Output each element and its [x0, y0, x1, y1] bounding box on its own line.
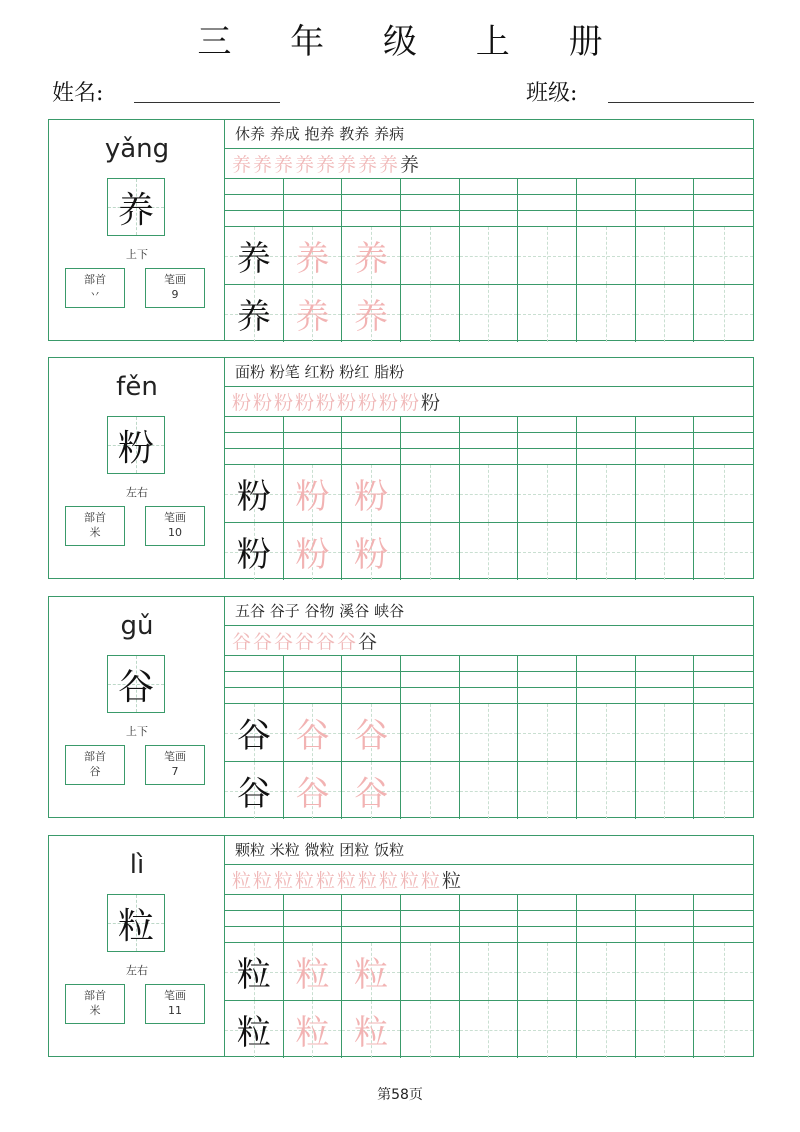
practice-cell[interactable] [694, 285, 753, 342]
char-info-panel [49, 836, 225, 1056]
practice-cell[interactable] [460, 465, 519, 522]
pinyin-cell[interactable] [284, 416, 343, 464]
char-grid-box [107, 178, 165, 236]
pinyin-cell[interactable] [636, 416, 695, 464]
stroke-step: 谷 [294, 630, 314, 653]
main-character: 粉 [117, 427, 154, 469]
pinyin-cell[interactable] [284, 178, 343, 226]
stroke-step: 粉 [378, 391, 398, 414]
char-info-panel [49, 358, 225, 578]
word-list: 五谷 谷子 谷物 溪谷 峡谷 [235, 602, 405, 620]
practice-cell[interactable] [577, 465, 636, 522]
practice-cell[interactable] [577, 1001, 636, 1058]
stroke-step: 粉 [336, 391, 356, 414]
radical-box [65, 268, 125, 308]
model-character: 粒 [236, 955, 271, 995]
practice-cell[interactable] [342, 1001, 401, 1058]
practice-cell[interactable] [694, 227, 753, 284]
practice-cell[interactable] [225, 704, 284, 761]
char-info-panel [49, 597, 225, 817]
practice-cell[interactable] [577, 762, 636, 819]
practice-cell[interactable] [401, 523, 460, 580]
class-field[interactable] [608, 102, 754, 103]
practice-cell[interactable] [694, 943, 753, 1000]
name-label: 姓名: [52, 81, 104, 106]
practice-cell[interactable] [225, 523, 284, 580]
stroke-step: 养 [273, 153, 293, 176]
practice-cell[interactable] [577, 943, 636, 1000]
pinyin-writing-row [225, 416, 753, 464]
pinyin-cell[interactable] [225, 416, 284, 464]
radical-label: 部首 [84, 750, 106, 763]
pinyin-cell[interactable] [518, 655, 577, 703]
practice-cell[interactable] [460, 1001, 519, 1058]
trace-character: 养 [295, 297, 330, 337]
stroke-step: 养 [357, 153, 377, 176]
stroke-step: 粒 [336, 869, 356, 892]
char-card [48, 119, 754, 341]
trace-character: 养 [295, 239, 330, 279]
practice-cell[interactable] [636, 465, 695, 522]
stroke-step: 养 [294, 153, 314, 176]
practice-cell[interactable] [636, 285, 695, 342]
stroke-step: 谷 [231, 630, 251, 653]
pinyin-cell[interactable] [225, 178, 284, 226]
practice-cell[interactable] [284, 704, 343, 761]
stroke-step: 谷 [315, 630, 335, 653]
stroke-step: 谷 [357, 630, 377, 653]
pinyin-cell[interactable] [577, 655, 636, 703]
practice-cell[interactable] [518, 704, 577, 761]
strokes-label: 笔画 [164, 273, 186, 286]
stroke-step: 谷 [273, 630, 293, 653]
stroke-step: 粒 [441, 869, 461, 892]
strokes-value: 10 [168, 526, 182, 539]
stroke-step: 粒 [294, 869, 314, 892]
char-info-panel [49, 120, 225, 340]
practice-cell[interactable] [225, 285, 284, 342]
trace-character: 粉 [295, 535, 330, 575]
trace-character: 养 [354, 297, 389, 337]
practice-cell[interactable] [284, 1001, 343, 1058]
stroke-step: 养 [399, 153, 419, 176]
pinyin-cell[interactable] [577, 894, 636, 942]
pinyin-cell[interactable] [284, 894, 343, 942]
practice-cell[interactable] [460, 762, 519, 819]
strokes-box [145, 984, 205, 1024]
practice-cell[interactable] [577, 285, 636, 342]
practice-cell[interactable] [225, 465, 284, 522]
char-grid-box [107, 894, 165, 952]
radical-label: 部首 [84, 989, 106, 1002]
practice-row [225, 761, 753, 819]
model-character: 粉 [236, 477, 271, 517]
practice-cell[interactable] [401, 285, 460, 342]
pinyin: gǔ [120, 611, 154, 641]
practice-cell[interactable] [694, 1001, 753, 1058]
practice-cell[interactable] [460, 704, 519, 761]
radical-value: 米 [89, 526, 101, 539]
char-grid-box [107, 655, 165, 713]
practice-cell[interactable] [284, 285, 343, 342]
practice-cell[interactable] [401, 1001, 460, 1058]
page-title: 三 年 级 上 册 [197, 22, 627, 62]
practice-row [225, 942, 753, 1000]
model-character: 粉 [236, 535, 271, 575]
pinyin-writing-row [225, 894, 753, 942]
practice-cell[interactable] [284, 943, 343, 1000]
structure-label: 上下 [126, 725, 148, 738]
strokes-label: 笔画 [164, 511, 186, 524]
stroke-step: 粒 [420, 869, 440, 892]
practice-cell[interactable] [518, 943, 577, 1000]
radical-value: 米 [89, 1004, 101, 1017]
strokes-value: 7 [171, 765, 179, 778]
trace-character: 粒 [295, 955, 330, 995]
pinyin-cell[interactable] [401, 894, 460, 942]
practice-cell[interactable] [401, 704, 460, 761]
stroke-step: 粉 [252, 391, 272, 414]
practice-cell[interactable] [694, 465, 753, 522]
stroke-step: 养 [252, 153, 272, 176]
trace-character: 粉 [354, 535, 389, 575]
practice-cell[interactable] [225, 943, 284, 1000]
pinyin-cell[interactable] [518, 416, 577, 464]
practice-cell[interactable] [577, 704, 636, 761]
pinyin-cell[interactable] [636, 178, 695, 226]
trace-character: 粉 [354, 477, 389, 517]
practice-panel [225, 120, 753, 340]
practice-cell[interactable] [401, 762, 460, 819]
strokes-box [145, 506, 205, 546]
radical-label: 部首 [84, 273, 106, 286]
practice-row [225, 1000, 753, 1058]
radical-label: 部首 [84, 511, 106, 524]
strokes-label: 笔画 [164, 750, 186, 763]
radical-box [65, 506, 125, 546]
pinyin: yǎng [104, 134, 170, 164]
stroke-order-row [231, 866, 462, 892]
practice-cell[interactable] [284, 227, 343, 284]
stroke-step: 粉 [294, 391, 314, 414]
class-label: 班级: [526, 81, 578, 106]
practice-cell[interactable] [636, 1001, 695, 1058]
radical-box [65, 984, 125, 1024]
practice-cell[interactable] [577, 227, 636, 284]
stroke-step: 粉 [273, 391, 293, 414]
practice-cell[interactable] [342, 704, 401, 761]
practice-cell[interactable] [694, 704, 753, 761]
practice-cell[interactable] [342, 762, 401, 819]
practice-row [225, 226, 753, 284]
pinyin-cell[interactable] [694, 416, 753, 464]
pinyin-cell[interactable] [460, 178, 519, 226]
page-number: 第58页 [377, 1087, 423, 1103]
stroke-order-row [231, 150, 420, 176]
stroke-step: 谷 [336, 630, 356, 653]
pinyin-writing-row [225, 655, 753, 703]
pinyin-cell[interactable] [401, 416, 460, 464]
strokes-box [145, 268, 205, 308]
practice-cell[interactable] [460, 285, 519, 342]
pinyin-cell[interactable] [694, 894, 753, 942]
pinyin-cell[interactable] [636, 894, 695, 942]
trace-character: 谷 [295, 774, 330, 814]
pinyin-cell[interactable] [342, 655, 401, 703]
stroke-step: 粒 [357, 869, 377, 892]
practice-cell[interactable] [401, 227, 460, 284]
practice-cell[interactable] [342, 465, 401, 522]
trace-character: 粉 [295, 477, 330, 517]
stroke-order-row [231, 388, 441, 414]
practice-cell[interactable] [518, 227, 577, 284]
practice-row [225, 522, 753, 580]
strokes-box [145, 745, 205, 785]
practice-row [225, 703, 753, 761]
word-list: 休养 养成 抱养 教养 养病 [235, 125, 405, 143]
stroke-step: 养 [336, 153, 356, 176]
stroke-step: 粉 [315, 391, 335, 414]
stroke-step: 粉 [231, 391, 251, 414]
practice-cell[interactable] [636, 943, 695, 1000]
strokes-value: 9 [171, 288, 179, 301]
structure-label: 左右 [126, 486, 148, 499]
stroke-step: 粒 [399, 869, 419, 892]
practice-cell[interactable] [460, 943, 519, 1000]
practice-cell[interactable] [460, 227, 519, 284]
pinyin-cell[interactable] [694, 178, 753, 226]
trace-character: 谷 [354, 774, 389, 814]
practice-cell[interactable] [636, 523, 695, 580]
trace-character: 粒 [354, 955, 389, 995]
practice-cell[interactable] [225, 762, 284, 819]
model-character: 养 [236, 297, 271, 337]
practice-cell[interactable] [284, 762, 343, 819]
stroke-step: 谷 [252, 630, 272, 653]
practice-cell[interactable] [401, 465, 460, 522]
main-character: 养 [117, 189, 154, 231]
stroke-step: 粒 [273, 869, 293, 892]
practice-cell[interactable] [225, 227, 284, 284]
pinyin-cell[interactable] [636, 655, 695, 703]
stroke-order-row [231, 627, 378, 653]
pinyin-cell[interactable] [284, 655, 343, 703]
practice-row [225, 464, 753, 522]
practice-cell[interactable] [284, 465, 343, 522]
practice-cell[interactable] [636, 227, 695, 284]
practice-cell[interactable] [518, 762, 577, 819]
stroke-step: 养 [315, 153, 335, 176]
stroke-step: 养 [231, 153, 251, 176]
practice-cell[interactable] [636, 762, 695, 819]
practice-cell[interactable] [518, 1001, 577, 1058]
pinyin-cell[interactable] [401, 655, 460, 703]
model-character: 谷 [236, 716, 271, 756]
stroke-step: 粉 [357, 391, 377, 414]
pinyin-cell[interactable] [577, 178, 636, 226]
stroke-step: 养 [378, 153, 398, 176]
practice-cell[interactable] [518, 523, 577, 580]
stroke-step: 粒 [315, 869, 335, 892]
pinyin-cell[interactable] [342, 178, 401, 226]
practice-cell[interactable] [518, 465, 577, 522]
pinyin-cell[interactable] [518, 178, 577, 226]
pinyin-cell[interactable] [225, 655, 284, 703]
practice-panel [225, 597, 753, 817]
practice-cell[interactable] [577, 523, 636, 580]
practice-cell[interactable] [460, 523, 519, 580]
stroke-step: 粒 [378, 869, 398, 892]
pinyin-cell[interactable] [460, 894, 519, 942]
practice-cell[interactable] [342, 285, 401, 342]
practice-cell[interactable] [694, 762, 753, 819]
practice-cell[interactable] [342, 523, 401, 580]
pinyin: lì [129, 850, 145, 880]
practice-cell[interactable] [401, 943, 460, 1000]
model-character: 粒 [236, 1013, 271, 1053]
pinyin-cell[interactable] [460, 416, 519, 464]
word-list: 面粉 粉笔 红粉 粉红 脂粉 [235, 363, 405, 381]
model-character: 养 [236, 239, 271, 279]
pinyin-cell[interactable] [342, 894, 401, 942]
practice-cell[interactable] [225, 1001, 284, 1058]
practice-cell[interactable] [694, 523, 753, 580]
practice-cell[interactable] [342, 943, 401, 1000]
trace-character: 谷 [295, 716, 330, 756]
radical-value: 丷 [89, 288, 101, 301]
stroke-step: 粉 [399, 391, 419, 414]
pinyin: fěn [116, 372, 158, 402]
main-character: 谷 [117, 666, 154, 708]
trace-character: 养 [354, 239, 389, 279]
radical-value: 谷 [89, 765, 101, 778]
strokes-label: 笔画 [164, 989, 186, 1002]
pinyin-writing-row [225, 178, 753, 226]
word-list: 颗粒 米粒 微粒 团粒 饭粒 [235, 841, 405, 859]
structure-label: 左右 [126, 964, 148, 977]
strokes-value: 11 [168, 1004, 182, 1017]
model-character: 谷 [236, 774, 271, 814]
pinyin-cell[interactable] [460, 655, 519, 703]
char-card [48, 835, 754, 1057]
char-card [48, 596, 754, 818]
practice-panel [225, 836, 753, 1056]
practice-cell[interactable] [284, 523, 343, 580]
stroke-step: 粒 [252, 869, 272, 892]
pinyin-cell[interactable] [518, 894, 577, 942]
trace-character: 粒 [295, 1013, 330, 1053]
practice-cell[interactable] [342, 227, 401, 284]
main-character: 粒 [117, 905, 154, 947]
char-grid-box [107, 416, 165, 474]
trace-character: 粒 [354, 1013, 389, 1053]
pinyin-cell[interactable] [225, 894, 284, 942]
stroke-step: 粉 [420, 391, 440, 414]
pinyin-cell[interactable] [577, 416, 636, 464]
practice-panel [225, 358, 753, 578]
practice-cell[interactable] [636, 704, 695, 761]
name-field[interactable] [134, 102, 280, 103]
char-card [48, 357, 754, 579]
practice-cell[interactable] [518, 285, 577, 342]
practice-row [225, 284, 753, 342]
stroke-step: 粒 [231, 869, 251, 892]
structure-label: 上下 [126, 248, 148, 261]
trace-character: 谷 [354, 716, 389, 756]
pinyin-cell[interactable] [694, 655, 753, 703]
pinyin-cell[interactable] [342, 416, 401, 464]
radical-box [65, 745, 125, 785]
pinyin-cell[interactable] [401, 178, 460, 226]
